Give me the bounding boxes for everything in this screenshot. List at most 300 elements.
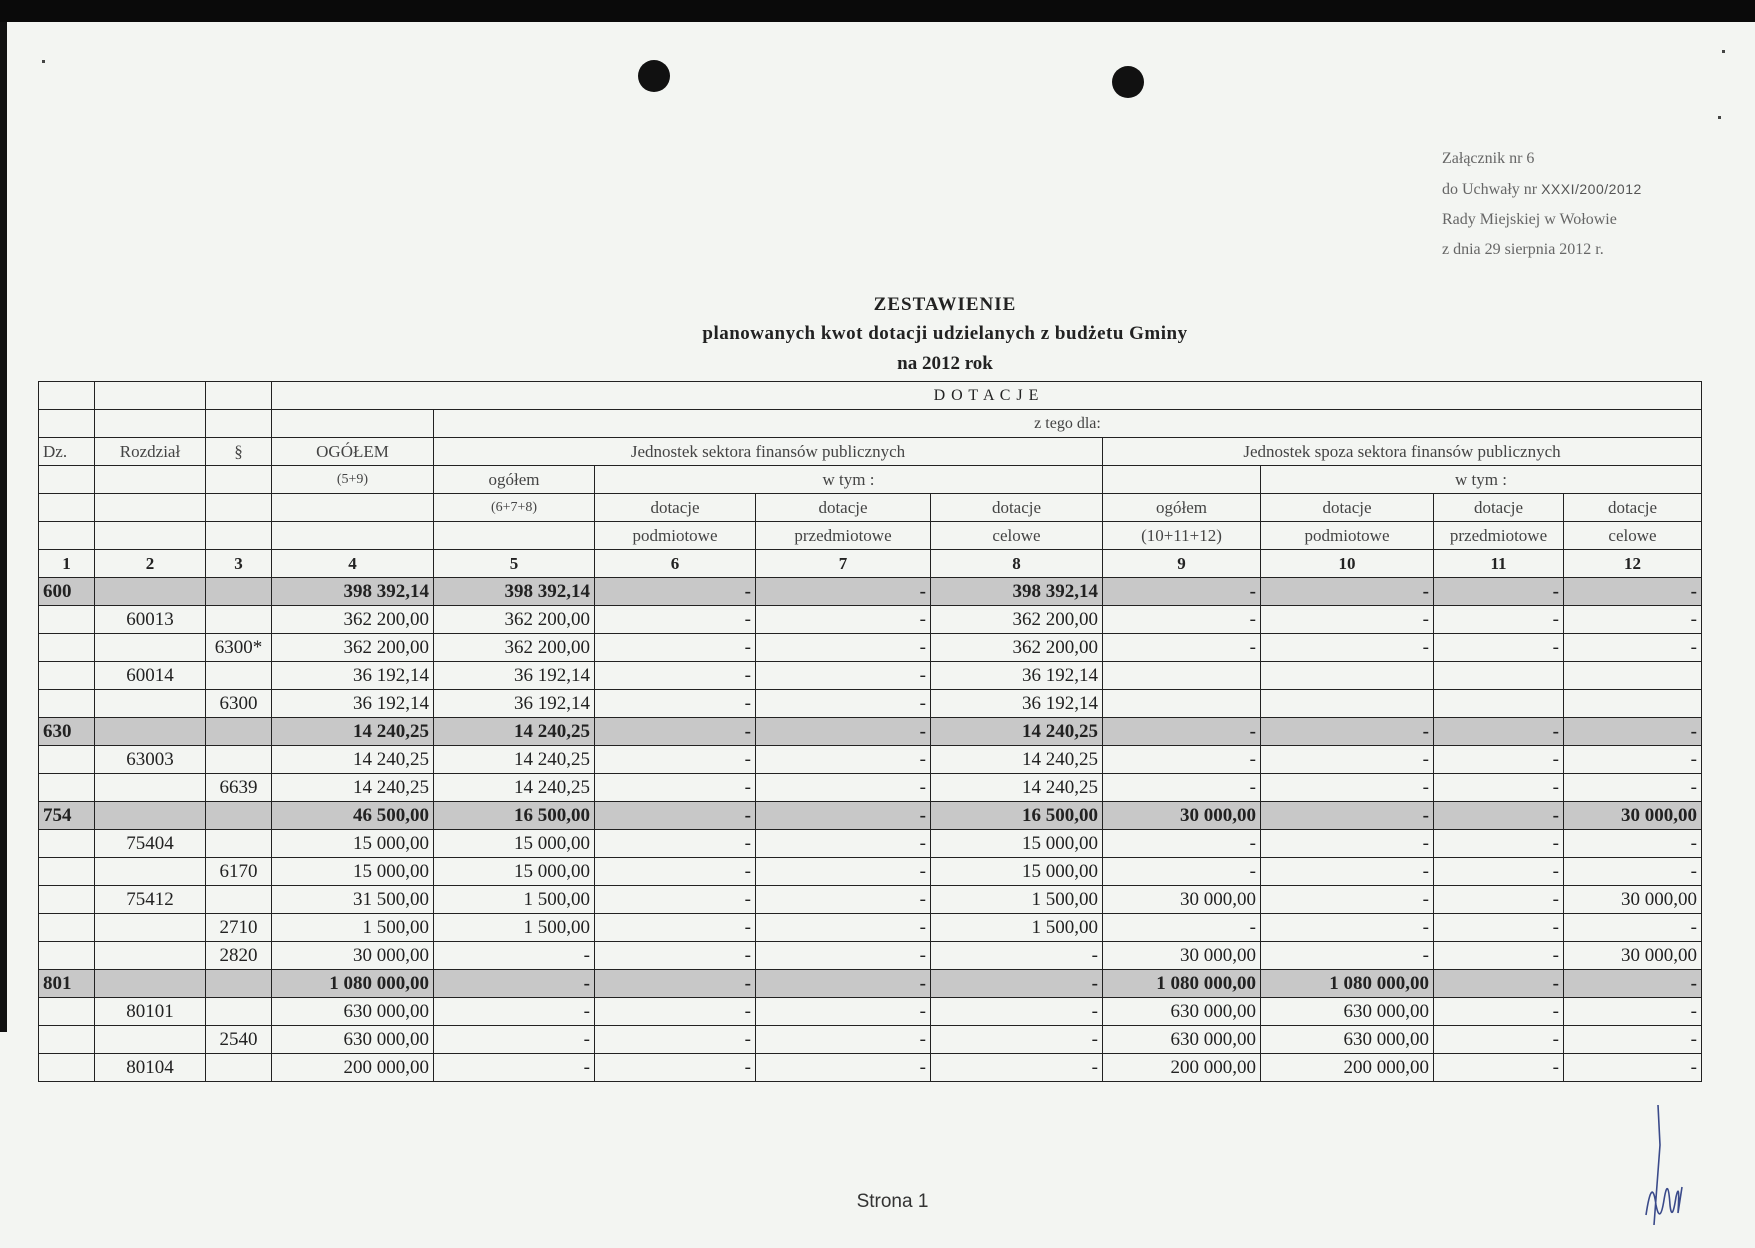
- column-number: 6: [595, 550, 756, 578]
- cell-dzial: [39, 774, 95, 802]
- cell-value-col-10: -: [1261, 802, 1434, 830]
- cell-value-col-4: 30 000,00: [272, 942, 434, 970]
- table-row: [39, 1026, 1702, 1054]
- cell-rozdzial: [95, 858, 206, 886]
- cell-value-col-8: 15 000,00: [931, 858, 1103, 886]
- header-cell-empty: [95, 494, 206, 522]
- cell-value-col-7: -: [756, 690, 931, 718]
- cell-value-col-5: 36 192,14: [434, 662, 595, 690]
- cell-value-col-11: [1434, 690, 1564, 718]
- cell-value-col-11: -: [1434, 774, 1564, 802]
- cell-value-col-11: -: [1434, 942, 1564, 970]
- cell-value-col-9: 30 000,00: [1103, 942, 1261, 970]
- cell-dzial: [39, 746, 95, 774]
- cell-dzial: [39, 690, 95, 718]
- cell-paragraf: [206, 718, 272, 746]
- cell-value-col-4: 36 192,14: [272, 690, 434, 718]
- cell-value-col-5: 15 000,00: [434, 858, 595, 886]
- attachment-line-4: z dnia 29 sierpnia 2012 r.: [1442, 241, 1604, 258]
- cell-value-col-9: -: [1103, 634, 1261, 662]
- cell-value-col-8: -: [931, 942, 1103, 970]
- cell-value-col-7: -: [756, 718, 931, 746]
- header-cell-empty: [95, 522, 206, 550]
- cell-value-col-10: -: [1261, 886, 1434, 914]
- header-przedmiotowe-11: przedmiotowe: [1434, 522, 1564, 550]
- header-cell-empty: [206, 410, 272, 438]
- cell-value-col-8: 14 240,25: [931, 774, 1103, 802]
- header-cell-empty: [1103, 466, 1261, 494]
- cell-paragraf: [206, 746, 272, 774]
- cell-value-col-10: 1 080 000,00: [1261, 970, 1434, 998]
- header-podmiotowe-6: podmiotowe: [595, 522, 756, 550]
- cell-paragraf: 6300: [206, 690, 272, 718]
- table-row: [39, 886, 1702, 914]
- cell-paragraf: [206, 998, 272, 1026]
- header-cell-empty: [272, 494, 434, 522]
- cell-value-col-6: -: [595, 998, 756, 1026]
- cell-value-col-12: -: [1564, 998, 1702, 1026]
- cell-value-col-12: -: [1564, 578, 1702, 606]
- header-dotacje-12: dotacje: [1564, 494, 1702, 522]
- cell-value-col-8: 1 500,00: [931, 886, 1103, 914]
- cell-dzial: [39, 886, 95, 914]
- table-row: [39, 830, 1702, 858]
- cell-paragraf: [206, 802, 272, 830]
- cell-value-col-9: -: [1103, 606, 1261, 634]
- cell-value-col-10: -: [1261, 858, 1434, 886]
- cell-dzial: [39, 634, 95, 662]
- cell-value-col-9: -: [1103, 858, 1261, 886]
- cell-value-col-10: -: [1261, 606, 1434, 634]
- header-cell-empty: [434, 522, 595, 550]
- cell-value-col-12: -: [1564, 914, 1702, 942]
- table-row: [39, 942, 1702, 970]
- header-dotacje-11: dotacje: [1434, 494, 1564, 522]
- cell-value-col-12: -: [1564, 634, 1702, 662]
- cell-value-col-7: -: [756, 662, 931, 690]
- cell-value-col-10: [1261, 690, 1434, 718]
- cell-dzial: [39, 858, 95, 886]
- cell-value-col-6: -: [595, 746, 756, 774]
- cell-value-col-5: 36 192,14: [434, 690, 595, 718]
- column-number: 10: [1261, 550, 1434, 578]
- cell-value-col-10: -: [1261, 774, 1434, 802]
- cell-value-col-6: -: [595, 690, 756, 718]
- cell-rozdzial: [95, 802, 206, 830]
- cell-value-col-12: -: [1564, 970, 1702, 998]
- table-row: [39, 606, 1702, 634]
- cell-value-col-6: -: [595, 1026, 756, 1054]
- header-przedmiotowe-7: przedmiotowe: [756, 522, 931, 550]
- cell-dzial: [39, 942, 95, 970]
- cell-value-col-12: 30 000,00: [1564, 886, 1702, 914]
- cell-value-col-12: -: [1564, 858, 1702, 886]
- cell-value-col-9: -: [1103, 830, 1261, 858]
- cell-value-col-7: -: [756, 914, 931, 942]
- cell-value-col-7: -: [756, 606, 931, 634]
- cell-rozdzial: [95, 578, 206, 606]
- cell-value-col-4: 15 000,00: [272, 830, 434, 858]
- table-row: [39, 634, 1702, 662]
- cell-paragraf: 6170: [206, 858, 272, 886]
- header-podmiotowe-10: podmiotowe: [1261, 522, 1434, 550]
- header-ogolem-formula: (5+9): [272, 466, 434, 494]
- column-number: 9: [1103, 550, 1261, 578]
- cell-value-col-4: 398 392,14: [272, 578, 434, 606]
- header-dz: Dz.: [39, 438, 95, 466]
- cell-value-col-7: -: [756, 802, 931, 830]
- cell-value-col-5: 362 200,00: [434, 606, 595, 634]
- cell-value-col-8: 15 000,00: [931, 830, 1103, 858]
- cell-rozdzial: 60014: [95, 662, 206, 690]
- header-cell-empty: [272, 522, 434, 550]
- cell-value-col-10: [1261, 662, 1434, 690]
- cell-dzial: 754: [39, 802, 95, 830]
- cell-value-col-9: -: [1103, 578, 1261, 606]
- cell-value-col-11: -: [1434, 886, 1564, 914]
- cell-dzial: [39, 1026, 95, 1054]
- section-total-row: [39, 970, 1702, 998]
- cell-value-col-7: -: [756, 942, 931, 970]
- header-cell-empty: [39, 522, 95, 550]
- header-cell-empty: [206, 494, 272, 522]
- cell-dzial: 630: [39, 718, 95, 746]
- section-total-row: [39, 718, 1702, 746]
- header-ogolem-9: ogółem: [1103, 494, 1261, 522]
- cell-value-col-5: -: [434, 998, 595, 1026]
- cell-value-col-4: 1 500,00: [272, 914, 434, 942]
- cell-rozdzial: [95, 970, 206, 998]
- column-number: 8: [931, 550, 1103, 578]
- scan-top-edge: [0, 0, 1755, 22]
- cell-value-col-7: -: [756, 830, 931, 858]
- cell-value-col-11: -: [1434, 830, 1564, 858]
- grants-table: [38, 381, 1702, 1082]
- attachment-line-1: Załącznik nr 6: [1442, 150, 1535, 167]
- cell-value-col-7: -: [756, 634, 931, 662]
- column-number: 12: [1564, 550, 1702, 578]
- cell-value-col-8: 1 500,00: [931, 914, 1103, 942]
- cell-value-col-10: 630 000,00: [1261, 1026, 1434, 1054]
- cell-rozdzial: [95, 914, 206, 942]
- table-row: [39, 858, 1702, 886]
- header-z-tego-dla: z tego dla:: [434, 410, 1702, 438]
- cell-paragraf: [206, 606, 272, 634]
- cell-rozdzial: 80101: [95, 998, 206, 1026]
- cell-rozdzial: 75404: [95, 830, 206, 858]
- cell-value-col-4: 200 000,00: [272, 1054, 434, 1082]
- attachment-line-3: Rady Miejskiej w Wołowie: [1442, 211, 1617, 228]
- cell-value-col-5: 362 200,00: [434, 634, 595, 662]
- signature-mark: [1638, 1105, 1698, 1245]
- cell-value-col-10: -: [1261, 718, 1434, 746]
- cell-dzial: [39, 914, 95, 942]
- cell-value-col-11: -: [1434, 998, 1564, 1026]
- cell-value-col-6: -: [595, 802, 756, 830]
- cell-paragraf: [206, 830, 272, 858]
- header-ogolem: OGÓŁEM: [272, 438, 434, 466]
- cell-rozdzial: 60013: [95, 606, 206, 634]
- header-rozdzial: Rozdział: [95, 438, 206, 466]
- attachment-line-2: [1442, 174, 1642, 205]
- cell-value-col-7: -: [756, 578, 931, 606]
- cell-paragraf: 6300*: [206, 634, 272, 662]
- cell-value-col-9: 630 000,00: [1103, 998, 1261, 1026]
- column-number: 1: [39, 550, 95, 578]
- header-dotacje-10: dotacje: [1261, 494, 1434, 522]
- cell-value-col-4: 630 000,00: [272, 998, 434, 1026]
- cell-value-col-8: -: [931, 970, 1103, 998]
- section-total-row: [39, 802, 1702, 830]
- cell-rozdzial: [95, 774, 206, 802]
- cell-value-col-7: -: [756, 858, 931, 886]
- cell-rozdzial: 75412: [95, 886, 206, 914]
- cell-value-col-5: 1 500,00: [434, 886, 595, 914]
- document-title: ZESTAWIENIE: [873, 294, 1017, 315]
- cell-value-col-6: -: [595, 942, 756, 970]
- header-formula-101112: (10+11+12): [1103, 522, 1261, 550]
- cell-value-col-6: -: [595, 858, 756, 886]
- table-row: [39, 746, 1702, 774]
- cell-paragraf: 6639: [206, 774, 272, 802]
- header-dotacje-8: dotacje: [931, 494, 1103, 522]
- cell-value-col-6: -: [595, 606, 756, 634]
- cell-value-col-8: -: [931, 1026, 1103, 1054]
- cell-rozdzial: [95, 1026, 206, 1054]
- cell-value-col-12: -: [1564, 774, 1702, 802]
- header-cell-empty: [95, 466, 206, 494]
- cell-value-col-8: 36 192,14: [931, 662, 1103, 690]
- table-row: [39, 1054, 1702, 1082]
- cell-value-col-7: -: [756, 774, 931, 802]
- header-formula-678: (6+7+8): [434, 494, 595, 522]
- cell-value-col-6: -: [595, 970, 756, 998]
- resolution-prefix: do Uchwały nr: [1442, 181, 1538, 198]
- cell-value-col-6: -: [595, 718, 756, 746]
- cell-value-col-4: 630 000,00: [272, 1026, 434, 1054]
- cell-paragraf: 2540: [206, 1026, 272, 1054]
- cell-value-col-11: -: [1434, 634, 1564, 662]
- header-cell-empty: [206, 382, 272, 410]
- cell-value-col-6: -: [595, 1054, 756, 1082]
- table-row: [39, 914, 1702, 942]
- cell-value-col-4: 15 000,00: [272, 858, 434, 886]
- cell-value-col-4: 14 240,25: [272, 718, 434, 746]
- cell-value-col-9: 630 000,00: [1103, 1026, 1261, 1054]
- table-row: [39, 690, 1702, 718]
- cell-value-col-11: -: [1434, 1054, 1564, 1082]
- cell-value-col-5: -: [434, 1026, 595, 1054]
- header-dotacje-7: dotacje: [756, 494, 931, 522]
- cell-value-col-4: 362 200,00: [272, 634, 434, 662]
- header-cell-empty: [39, 494, 95, 522]
- cell-value-col-5: 1 500,00: [434, 914, 595, 942]
- cell-value-col-8: 36 192,14: [931, 690, 1103, 718]
- cell-value-col-7: -: [756, 746, 931, 774]
- cell-value-col-12: -: [1564, 746, 1702, 774]
- resolution-number: XXXI/200/2012: [1541, 181, 1642, 197]
- cell-paragraf: [206, 662, 272, 690]
- cell-value-col-4: 14 240,25: [272, 746, 434, 774]
- header-dotacje-6: dotacje: [595, 494, 756, 522]
- cell-value-col-11: -: [1434, 914, 1564, 942]
- header-jspoza: Jednostek spoza sektora finansów publicznych: [1103, 438, 1702, 466]
- cell-value-col-12: [1564, 662, 1702, 690]
- scan-left-edge: [0, 22, 7, 1032]
- header-cell-empty: [95, 382, 206, 410]
- cell-value-col-11: -: [1434, 746, 1564, 774]
- page-footer: Strona 1: [856, 1191, 929, 1212]
- cell-value-col-5: 14 240,25: [434, 718, 595, 746]
- cell-value-col-12: 30 000,00: [1564, 802, 1702, 830]
- cell-value-col-4: 1 080 000,00: [272, 970, 434, 998]
- column-number: 7: [756, 550, 931, 578]
- cell-value-col-12: -: [1564, 1026, 1702, 1054]
- header-cell-empty: [206, 466, 272, 494]
- cell-value-col-10: 630 000,00: [1261, 998, 1434, 1026]
- header-dotacje: D O T A C J E: [272, 382, 1702, 410]
- column-number: 5: [434, 550, 595, 578]
- cell-value-col-5: 14 240,25: [434, 746, 595, 774]
- section-total-row: [39, 578, 1702, 606]
- cell-value-col-10: -: [1261, 578, 1434, 606]
- cell-value-col-10: -: [1261, 830, 1434, 858]
- document-subtitle: planowanych kwot dotacji udzielanych z budżetu Gminy: [702, 323, 1188, 344]
- cell-dzial: 801: [39, 970, 95, 998]
- cell-value-col-5: -: [434, 942, 595, 970]
- cell-value-col-9: [1103, 662, 1261, 690]
- column-number: 3: [206, 550, 272, 578]
- cell-value-col-9: -: [1103, 746, 1261, 774]
- cell-value-col-9: -: [1103, 914, 1261, 942]
- cell-paragraf: [206, 970, 272, 998]
- header-cell-empty: [39, 410, 95, 438]
- cell-value-col-11: -: [1434, 718, 1564, 746]
- cell-rozdzial: [95, 942, 206, 970]
- cell-value-col-9: 200 000,00: [1103, 1054, 1261, 1082]
- header-w-tym: w tym :: [595, 466, 1103, 494]
- punch-hole-right: [1112, 66, 1144, 98]
- cell-value-col-5: 15 000,00: [434, 830, 595, 858]
- cell-paragraf: 2710: [206, 914, 272, 942]
- cell-value-col-5: 398 392,14: [434, 578, 595, 606]
- cell-value-col-8: 362 200,00: [931, 606, 1103, 634]
- cell-value-col-5: 16 500,00: [434, 802, 595, 830]
- cell-paragraf: [206, 886, 272, 914]
- header-cell-empty: [95, 410, 206, 438]
- cell-value-col-10: -: [1261, 942, 1434, 970]
- cell-value-col-8: 362 200,00: [931, 634, 1103, 662]
- cell-value-col-10: -: [1261, 914, 1434, 942]
- cell-value-col-9: [1103, 690, 1261, 718]
- cell-value-col-6: -: [595, 634, 756, 662]
- cell-value-col-7: -: [756, 1054, 931, 1082]
- cell-value-col-9: 1 080 000,00: [1103, 970, 1261, 998]
- cell-value-col-8: -: [931, 998, 1103, 1026]
- cell-value-col-11: -: [1434, 606, 1564, 634]
- header-cell-empty: [206, 522, 272, 550]
- cell-dzial: [39, 998, 95, 1026]
- cell-value-col-8: 398 392,14: [931, 578, 1103, 606]
- cell-value-col-6: -: [595, 914, 756, 942]
- cell-value-col-6: -: [595, 886, 756, 914]
- column-number: 11: [1434, 550, 1564, 578]
- cell-value-col-8: 14 240,25: [931, 746, 1103, 774]
- cell-value-col-6: -: [595, 578, 756, 606]
- header-jsfp: Jednostek sektora finansów publicznych: [434, 438, 1103, 466]
- cell-value-col-11: [1434, 662, 1564, 690]
- header-cell-empty: [272, 410, 434, 438]
- cell-value-col-11: -: [1434, 802, 1564, 830]
- header-paragraf: §: [206, 438, 272, 466]
- cell-value-col-12: -: [1564, 718, 1702, 746]
- cell-value-col-8: -: [931, 1054, 1103, 1082]
- table-row: [39, 662, 1702, 690]
- cell-dzial: [39, 1054, 95, 1082]
- cell-value-col-9: 30 000,00: [1103, 886, 1261, 914]
- table-row: [39, 774, 1702, 802]
- cell-rozdzial: 63003: [95, 746, 206, 774]
- attachment-note: [1442, 144, 1642, 265]
- cell-value-col-6: -: [595, 662, 756, 690]
- cell-value-col-12: -: [1564, 830, 1702, 858]
- table-body: [39, 578, 1702, 1082]
- cell-value-col-8: 16 500,00: [931, 802, 1103, 830]
- header-cell-empty: [39, 466, 95, 494]
- cell-rozdzial: [95, 690, 206, 718]
- scan-speck: [1718, 116, 1721, 119]
- cell-value-col-5: -: [434, 970, 595, 998]
- header-cell-empty: [39, 382, 95, 410]
- column-number: 4: [272, 550, 434, 578]
- cell-value-col-11: -: [1434, 858, 1564, 886]
- cell-value-col-10: -: [1261, 634, 1434, 662]
- cell-rozdzial: [95, 718, 206, 746]
- cell-value-col-7: -: [756, 886, 931, 914]
- cell-value-col-12: [1564, 690, 1702, 718]
- cell-value-col-6: -: [595, 774, 756, 802]
- cell-rozdzial: 80104: [95, 1054, 206, 1082]
- scan-speck: [1722, 50, 1725, 53]
- table-row: [39, 998, 1702, 1026]
- cell-value-col-4: 36 192,14: [272, 662, 434, 690]
- document-year: na 2012 rok: [897, 353, 993, 374]
- cell-value-col-5: 14 240,25: [434, 774, 595, 802]
- cell-paragraf: [206, 578, 272, 606]
- cell-value-col-8: 14 240,25: [931, 718, 1103, 746]
- cell-value-col-12: -: [1564, 1054, 1702, 1082]
- column-number-row: [39, 550, 1702, 578]
- cell-value-col-7: -: [756, 970, 931, 998]
- cell-value-col-12: 30 000,00: [1564, 942, 1702, 970]
- cell-value-col-4: 46 500,00: [272, 802, 434, 830]
- cell-value-col-11: -: [1434, 970, 1564, 998]
- cell-value-col-9: 30 000,00: [1103, 802, 1261, 830]
- cell-value-col-4: 31 500,00: [272, 886, 434, 914]
- cell-value-col-7: -: [756, 1026, 931, 1054]
- cell-value-col-11: -: [1434, 578, 1564, 606]
- cell-dzial: [39, 606, 95, 634]
- cell-dzial: [39, 662, 95, 690]
- cell-value-col-10: -: [1261, 746, 1434, 774]
- header-celowe-8: celowe: [931, 522, 1103, 550]
- cell-value-col-11: -: [1434, 1026, 1564, 1054]
- cell-dzial: [39, 830, 95, 858]
- header-ogolem-small: ogółem: [434, 466, 595, 494]
- cell-rozdzial: [95, 634, 206, 662]
- punch-hole-left: [638, 60, 670, 92]
- cell-value-col-9: -: [1103, 774, 1261, 802]
